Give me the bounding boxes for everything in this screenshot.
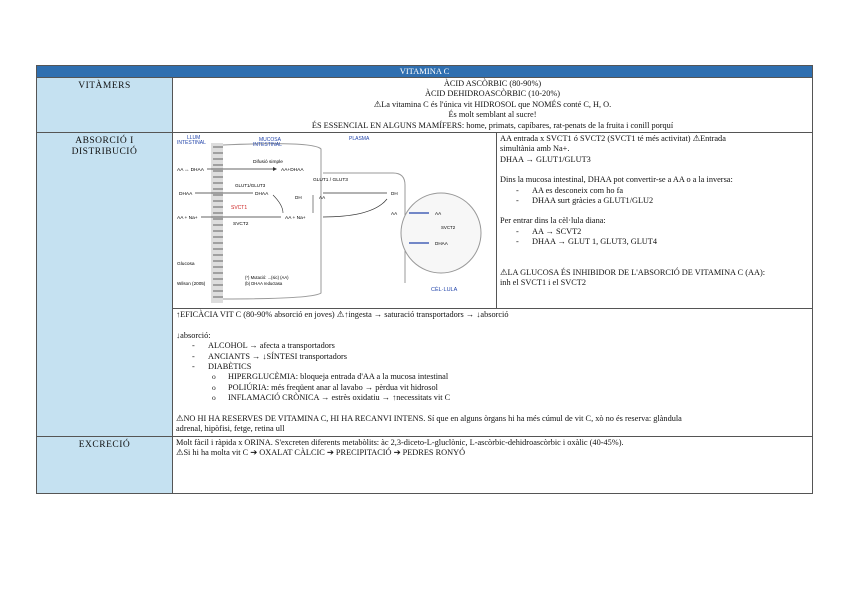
p4-line2: inh el SVCT1 i el SVCT2 [500,278,586,288]
vitamers-label: VITÀMERS [37,78,173,133]
plasma-arrow-1 [323,199,387,217]
dhaa-lumen: DHAA [179,192,193,198]
list-item: - ANCIANTS → ↓SÍNTESI transportadors [192,352,809,362]
plasma-vessel [323,173,405,283]
footnote-2: (b) DHAA reductasa [245,281,283,287]
aa-na-mucosa: AA + Na+ [285,216,306,222]
absorption-diagram-cell [173,133,497,309]
list-item: - DHAA surt gràcies a GLUT1/GLU2 [516,196,809,206]
dhaa-inner: DH [295,195,302,201]
aa-dhaa-mucosa: AA+DHAA [281,168,304,174]
list-item: o INFLAMACIÓ CRÒNICA → estrès oxidatiu → ↑necessitats vit C [212,393,809,403]
list-item: - DHAA → GLUT 1, GLUT3, GLUT4 [516,237,809,247]
reference-label: Wilson (2005) [177,281,206,287]
svct1-label: SVCT1 [231,205,248,212]
difusio-arrowhead [273,167,277,171]
document-page [36,65,812,494]
p2-intro: Dins la mucosa intestinal, DHAA pot convertir-se a AA o a la inversa: [500,175,733,185]
vitamin-c-table [36,65,813,494]
excrecio-line2: ⚠Si hi ha molta vit C ➔ OXALAT CÀLCIC ➔ PRECIPITACIÓ ➔ PEDRES RONYÓ [176,447,466,457]
header-row [37,66,813,78]
p1-line1: AA entrada x SVCT1 ó SVCT2 (SVCT1 té més activitat) ⚠Entrada [500,134,726,144]
vitamer-line-2: ÀCID DEHIDROASCÒRBIC (10-20%) [424,89,561,99]
cell-aa: AA [435,211,442,217]
eficacia-line: ↑EFICÀCIA VIT C (80-90% absorció en joves) ⚠↑ingesta → saturació transportadors → ↓absorció [176,310,509,320]
svct2-label: SVCT2 [233,222,249,228]
cell-label: CÈL·LULA [431,287,458,294]
footnote-1: (*) Mutació: ...(sic) (AA) [245,275,289,281]
target-cell [401,193,481,273]
cell-dhaa: DHAA [435,241,448,247]
diabetics-sublist [176,372,809,403]
vitamers-content [173,78,813,133]
p3-list [500,227,809,248]
excrecio-line1: Molt fàcil i ràpida x ORINA. S'excreten diferents metabòlits: àc 2,3-diceto-L-gluclònic, L-ascòrbic-dehidroascòrbic i oxàlic (40-45%). [176,437,624,447]
reduction-list [176,341,809,372]
p4-line1: ⚠LA GLUCOSA ÉS INHIBIDOR DE L'ABSORCIÓ DE VITAMINA C (AA): [500,267,766,277]
absorcio-label-line2: DISTRIBUCIÓ [71,147,138,158]
list-item: - AA → SCVT2 [516,227,809,237]
plasma-aa: AA [391,211,398,217]
plasma-dhaa: DH [391,191,398,197]
list-item: o HIPERGLUCÈMIA: bloqueja entrada d'AA a la mucosa intestinal [212,372,809,382]
excrecio-label: EXCRECIÓ [37,436,173,493]
mucosa-brush-border [211,143,223,303]
aa-dhaa-lumen: AA ↔ DHAA [177,168,204,174]
warning-line1: ⚠NO HI HA RESERVES DE VITAMINA C, HI HA RECANVI INTENS. Sí que en alguns òrgans hi ha més cúmul de vit C, xò no és reserva: glàndula [176,413,682,423]
plasma-label: PLASMA [349,136,370,143]
glut-label: GLUT1 / GLUT3 [313,178,348,184]
excrecio-row [37,436,813,493]
list-item: o POLIÚRIA: més freqüent anar al lavabo → pèrdua vit hidrosol [212,383,809,393]
table-title: VITAMINA C [37,66,813,78]
absorcio-reduction-title: ↓absorció: [176,330,211,340]
vitamers-row [37,78,813,133]
p1-line3: DHAA → GLUT1/GLUT3 [500,154,591,164]
cell-svct2: SVCT2 [441,225,456,231]
aa-na-lumen: AA + Na+ [177,216,198,222]
p3-intro: Per entrar dins la cèl·lula diana: [500,216,606,226]
vitamer-line-3: ⚠La vitamina C és l'única vit HIDROSOL que NOMÉS conté C, H, O. [373,99,612,109]
absorcio-label-line1: ABSORCIÓ I [75,136,134,147]
vitamer-line-1: ÀCID ASCÒRBIC (80-90%) [443,79,542,88]
p2-list [500,186,809,207]
lumen-label: LLUM INTESTINAL [177,135,206,147]
absorcio-label [37,133,173,436]
conversion-arrow [273,195,283,213]
absorption-diagram [173,133,491,305]
mucosa-label: MUCOSA INTESTINAL [253,137,282,149]
aa-inner: AA [319,195,326,201]
difusio-label: Difusió simple [253,160,283,166]
excrecio-content [173,436,813,493]
vitamer-line-5: ÉS ESSENCIAL EN ALGUNS MAMÍFERS: home, primats, capíbares, rat-penats de la fruita i conill porquí [311,120,674,130]
absorcio-notes [497,133,813,309]
list-item: - DIABÈTICS [192,362,809,372]
dhaa-mucosa: DHAA [255,192,269,198]
glucose-label: Glucosa [177,262,195,268]
list-item: - ALCOHOL → afecta a transportadors [192,341,809,351]
vitamer-line-4: És molt semblant al sucre! [448,110,537,120]
absorcio-details [173,309,813,436]
warning-line2: adrenal, hipòfisi, fetge, retina ull [176,424,285,434]
list-item: - AA es desconeix com ho fa [516,186,809,196]
glut1-label: GLUT1/GLUT3 [235,183,266,189]
p1-line2: simultània amb Na+. [500,144,570,154]
absorcio-row-top [37,133,813,309]
